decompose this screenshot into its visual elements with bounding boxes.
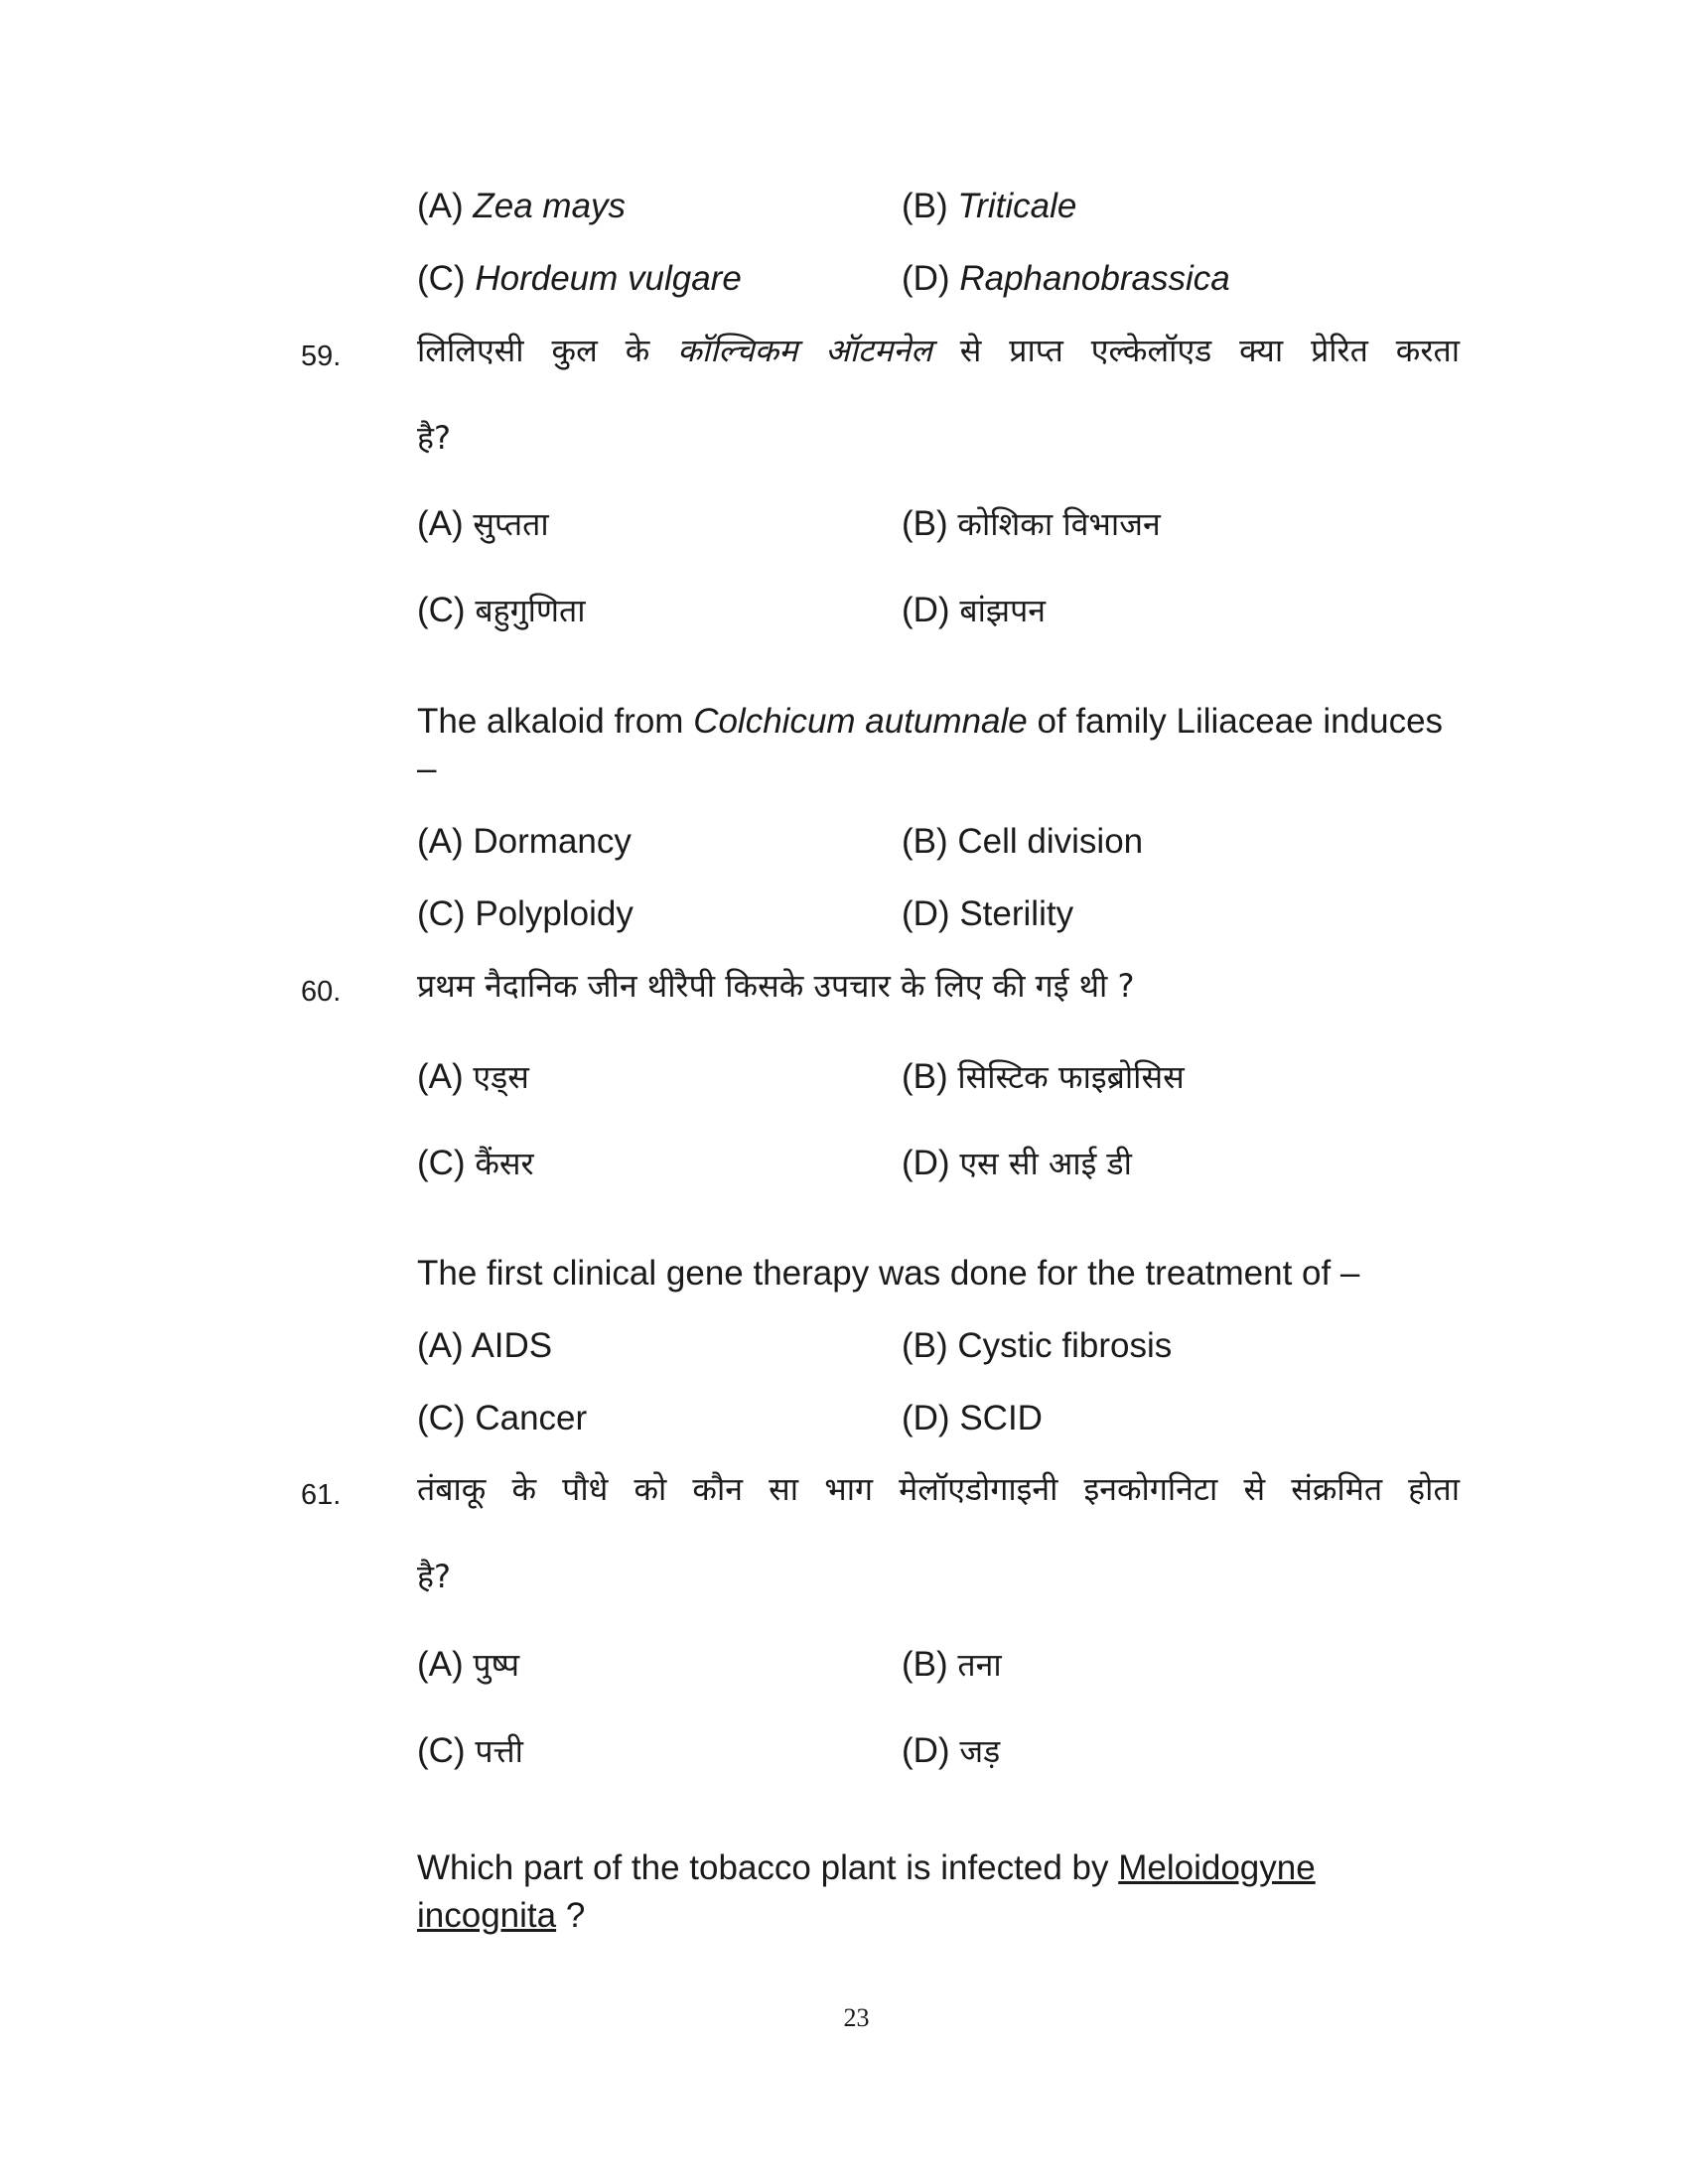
q59-english-option-b: (B) Cell division bbox=[902, 822, 1144, 861]
q59-hindi-question-line1: लिलिएसी कुल के कॉल्चिकम ऑटमनेल से प्राप्त एल्केलॉएड क्या प्रेरित करता bbox=[417, 332, 1461, 369]
question-number-61: 61. bbox=[301, 1479, 342, 1511]
q58-option-d: (D) Raphanobrassica bbox=[902, 259, 1230, 298]
q61-hindi-option-b: (B) तना bbox=[902, 1645, 1002, 1684]
q60-english-option-c: (C) Cancer bbox=[417, 1399, 588, 1437]
q58-option-c: (C) Hordeum vulgare bbox=[417, 259, 742, 298]
q60-hindi-option-a: (A) एड्स bbox=[417, 1057, 529, 1096]
q59-hindi-option-a: (A) सुप्तता bbox=[417, 504, 549, 543]
q58-option-a: (A) Zea mays bbox=[417, 187, 627, 225]
q60-english-option-a: (A) AIDS bbox=[417, 1326, 553, 1365]
q59-english-question: The alkaloid from Colchicum autumnale of family Liliaceae induces – bbox=[417, 702, 1444, 788]
question-number-60: 60. bbox=[301, 976, 342, 1008]
q61-hindi-option-d: (D) जड़ bbox=[902, 1731, 1001, 1770]
question-number-59: 59. bbox=[301, 341, 342, 372]
q59-hindi-option-b: (B) कोशिका विभाजन bbox=[902, 504, 1161, 543]
q59-hindi-question-line2: है? bbox=[417, 419, 451, 457]
q60-hindi-option-c: (C) कैंसर bbox=[417, 1144, 534, 1182]
q60-hindi-option-b: (B) सिस्टिक फाइब्रोसिस bbox=[902, 1057, 1185, 1096]
q60-english-option-b: (B) Cystic fibrosis bbox=[902, 1326, 1173, 1365]
q61-hindi-question-line2: है? bbox=[417, 1558, 451, 1595]
q60-hindi-option-d: (D) एस सी आई डी bbox=[902, 1144, 1132, 1182]
q61-hindi-option-a: (A) पुष्प bbox=[417, 1645, 520, 1684]
q61-english-question: Which part of the tobacco plant is infected by Meloidogyne incognita ? bbox=[417, 1848, 1316, 1935]
q60-hindi-question: प्रथम नैदानिक जीन थीरैपी किसके उपचार के लिए की गई थी ? bbox=[417, 967, 1135, 1005]
q59-english-option-a: (A) Dormancy bbox=[417, 822, 632, 861]
q59-hindi-option-d: (D) बांझपन bbox=[902, 591, 1047, 629]
q59-hindi-option-c: (C) बहुगुणिता bbox=[417, 591, 586, 629]
q61-hindi-option-c: (C) पत्ती bbox=[417, 1731, 523, 1770]
q59-english-option-c: (C) Polyploidy bbox=[417, 894, 633, 933]
q60-english-option-d: (D) SCID bbox=[902, 1399, 1043, 1437]
q58-option-b: (B) Triticale bbox=[902, 187, 1077, 225]
q60-english-question: The first clinical gene therapy was done for the treatment of – bbox=[417, 1254, 1360, 1293]
q61-hindi-question-line1: तंबाकू के पौधे को कौन सा भाग मेलॉएडोगाइनी इनकोगनिटा से संक्रमित होता bbox=[417, 1470, 1460, 1508]
page-number: 23 bbox=[843, 2003, 870, 2032]
q59-english-option-d: (D) Sterility bbox=[902, 894, 1074, 933]
